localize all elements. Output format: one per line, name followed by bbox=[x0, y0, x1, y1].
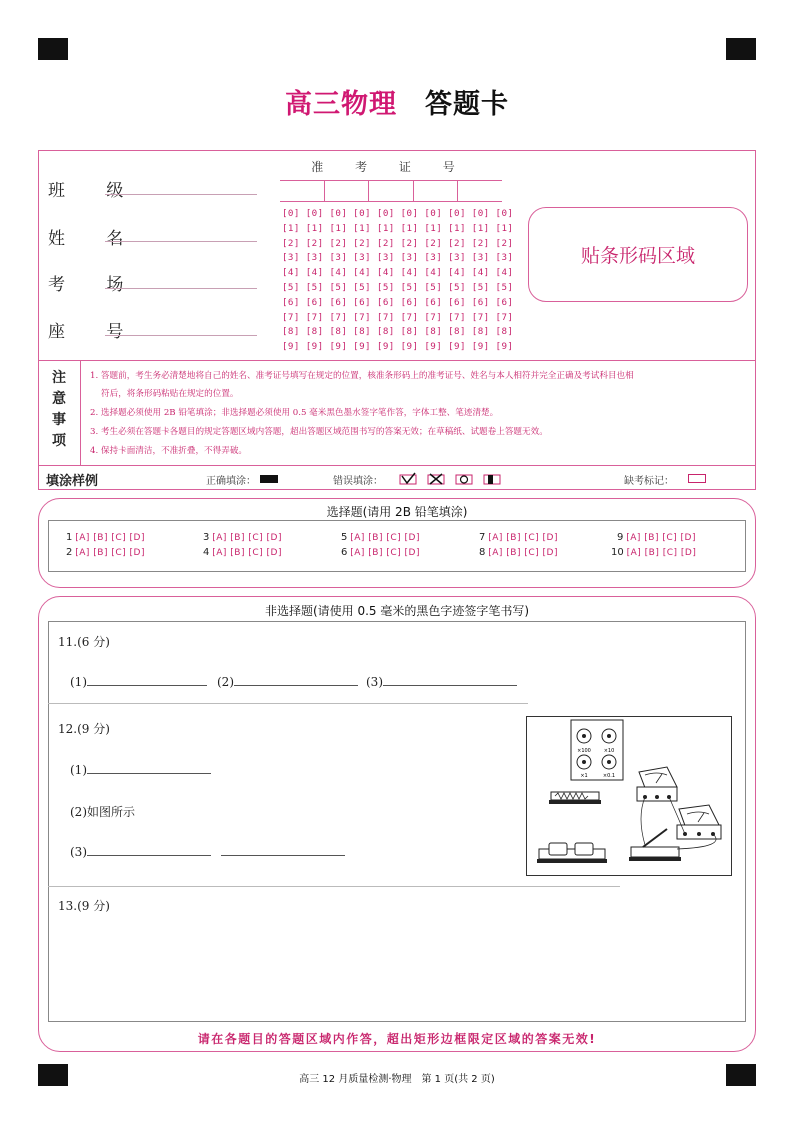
q12-answer-2: (2)如图所示 bbox=[70, 805, 135, 819]
q13-label: 13.(9 分) bbox=[58, 899, 110, 913]
field-label-seat: 座 号 bbox=[48, 322, 142, 342]
exam-number-write-boxes[interactable] bbox=[280, 180, 502, 202]
fill-example-label: 填涂样例 bbox=[46, 474, 99, 489]
q11-answer-1[interactable]: (1) bbox=[70, 675, 207, 689]
q12-answer-1[interactable]: (1) bbox=[70, 763, 211, 777]
knob-label: ×10 bbox=[603, 748, 615, 754]
field-label-name: 姓 名 bbox=[48, 229, 142, 249]
mc-question[interactable]: 9 [A] [B] [C] [D] bbox=[617, 532, 696, 543]
q13-answer-area[interactable] bbox=[60, 920, 740, 1015]
digit-row-8[interactable]: [8] [8] [8] [8] [8] [8] [8] [8] [8] [8] bbox=[282, 326, 514, 338]
note-1: 1. 答题前，考生务必清楚地将自己的姓名、准考证号填写在规定的位置，核准条形码上的准考证号、姓名与本人相符并完全正确及考试科目也相 bbox=[90, 371, 634, 381]
field-label-class: 班 级 bbox=[48, 181, 142, 201]
nmc-section-title: 非选择题(请使用 0.5 毫米的黑色字迹签字笔书写) bbox=[264, 604, 530, 618]
mc-question[interactable]: 2 [A] [B] [C] [D] bbox=[66, 547, 145, 558]
divider bbox=[48, 703, 528, 704]
page-title bbox=[0, 82, 794, 121]
field-label-room: 考 场 bbox=[48, 275, 142, 295]
absent-mark-box[interactable] bbox=[688, 474, 706, 483]
correct-fill-label: 正确填涂： bbox=[206, 476, 256, 487]
knob-label: ×1 bbox=[580, 773, 588, 779]
answer-area-warning: 请在各题目的答题区域内作答，超出矩形边框限定区域的答案无效! bbox=[197, 1032, 597, 1046]
digit-row-7[interactable]: [7] [7] [7] [7] [7] [7] [7] [7] [7] [7] bbox=[282, 311, 514, 323]
divider bbox=[48, 886, 620, 887]
divider bbox=[38, 465, 756, 466]
divider bbox=[38, 360, 756, 361]
circuit-drawing bbox=[527, 717, 731, 875]
mc-question[interactable]: 10 [A] [B] [C] [D] bbox=[611, 547, 697, 558]
q11-label: 11.(6 分) bbox=[58, 635, 110, 649]
field-line-room[interactable] bbox=[105, 288, 257, 289]
q11-answer-2[interactable]: (2) bbox=[217, 675, 358, 689]
digit-row-4[interactable]: [4] [4] [4] [4] [4] [4] [4] [4] [4] [4] bbox=[282, 267, 514, 279]
mc-section-title: 选择题(请用 2B 铅笔填涂) bbox=[326, 505, 468, 519]
notes-heading: 注 意 事 项 bbox=[52, 370, 66, 449]
mc-answer-box bbox=[48, 520, 746, 572]
mc-question[interactable]: 7 [A] [B] [C] [D] bbox=[479, 532, 558, 543]
mc-question[interactable]: 8 [A] [B] [C] [D] bbox=[479, 547, 558, 558]
mc-question[interactable]: 5 [A] [B] [C] [D] bbox=[341, 532, 420, 543]
note-4: 4. 保持卡面清洁，不准折叠，不得弄破。 bbox=[90, 446, 248, 456]
digit-row-3[interactable]: [3] [3] [3] [3] [3] [3] [3] [3] [3] [3] bbox=[282, 252, 514, 264]
mc-question[interactable]: 6 [A] [B] [C] [D] bbox=[341, 547, 420, 558]
note-1-cont: 符后，将条形码粘贴在规定的位置。 bbox=[101, 389, 239, 399]
title-subject: 高三物理 bbox=[285, 89, 397, 120]
divider bbox=[80, 360, 81, 465]
field-line-class[interactable] bbox=[105, 194, 257, 195]
mc-question[interactable]: 4 [A] [B] [C] [D] bbox=[203, 547, 282, 558]
q11-answer-3[interactable]: (3) bbox=[366, 675, 517, 689]
absent-mark-label: 缺考标记： bbox=[624, 476, 674, 487]
q12-label: 12.(9 分) bbox=[58, 722, 110, 736]
circuit-figure bbox=[526, 716, 732, 876]
mc-question[interactable]: 1 [A] [B] [C] [D] bbox=[66, 532, 145, 543]
digit-row-5[interactable]: [5] [5] [5] [5] [5] [5] [5] [5] [5] [5] bbox=[282, 281, 514, 293]
exam-number-bubbles[interactable] bbox=[282, 207, 513, 355]
digit-row-0[interactable]: [0] [0] [0] [0] [0] [0] [0] [0] [0] [0] bbox=[282, 208, 514, 219]
knob-label: ×100 bbox=[577, 748, 591, 754]
registration-mark-top-left bbox=[38, 38, 68, 60]
digit-row-9[interactable]: [9] [9] [9] [9] [9] [9] [9] [9] [9] [9] bbox=[282, 341, 514, 353]
registration-mark-top-right bbox=[726, 38, 756, 60]
barcode-label: 贴条形码区域 bbox=[580, 245, 695, 267]
q12-answer-3[interactable]: (3) bbox=[70, 845, 345, 859]
title-name: 答题卡 bbox=[425, 89, 509, 120]
mc-question[interactable]: 3 [A] [B] [C] [D] bbox=[203, 532, 282, 543]
note-2: 2. 选择题必须使用 2B 铅笔填涂；非选择题必须使用 0.5 毫米黑色墨水签字笔作答，字体工整、笔迹清楚。 bbox=[90, 408, 499, 418]
knob-label: ×0.1 bbox=[602, 773, 616, 779]
exam-number-label: 准 考 证 号 bbox=[311, 160, 469, 174]
wrong-fill-label: 错误填涂： bbox=[333, 476, 383, 487]
field-line-name[interactable] bbox=[105, 241, 257, 242]
page-footer: 高三 12 月质量检测·物理 第 1 页(共 2 页) bbox=[299, 1074, 495, 1085]
wrong-fill-samples bbox=[398, 471, 508, 487]
barcode-area bbox=[528, 207, 748, 302]
digit-row-1[interactable]: [1] [1] [1] [1] [1] [1] [1] [1] [1] [1] bbox=[282, 222, 514, 234]
digit-row-6[interactable]: [6] [6] [6] [6] [6] [6] [6] [6] [6] [6] bbox=[282, 296, 514, 308]
field-line-seat[interactable] bbox=[105, 335, 257, 336]
correct-fill-sample bbox=[260, 475, 278, 483]
note-3: 3. 考生必须在答题卡各题目的规定答题区域内答题，超出答题区域范围书写的答案无效；在草稿纸、试题卷上答题无效。 bbox=[90, 427, 548, 437]
digit-row-2[interactable]: [2] [2] [2] [2] [2] [2] [2] [2] [2] [2] bbox=[282, 237, 514, 249]
